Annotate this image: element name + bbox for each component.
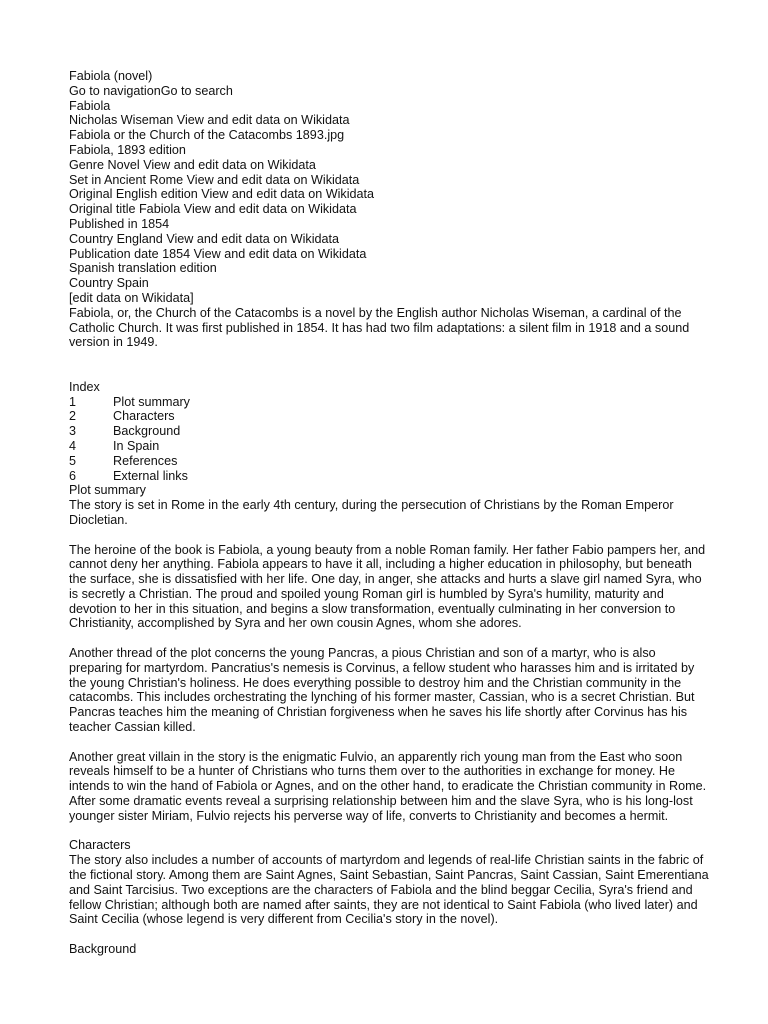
index-item-label[interactable]: References [113,453,178,468]
infobox-setting: Set in Ancient Rome View and edit data on Wikidata [69,172,360,187]
spacer [69,528,709,543]
index-item-label[interactable]: Characters [113,409,175,424]
index-item-label[interactable]: In Spain [113,438,160,453]
spacer [69,927,709,942]
infobox-original-title: Original title Fabiola View and edit data on Wikidata [69,202,357,217]
index-item-number: 2 [69,409,77,424]
index-item-label[interactable]: Plot summary [113,394,190,409]
index-item[interactable] [69,409,709,424]
index-item[interactable] [69,454,709,469]
plot-paragraph-1: The story is set in Rome in the early 4th century, during the persecution of Christians by the Roman Emperor Diocletian. [69,498,674,527]
index-item[interactable] [69,439,709,454]
index-title: Index [69,379,100,394]
index-item-number: 3 [69,424,77,439]
index-item-number: 4 [69,438,77,453]
infobox-genre: Genre Novel View and edit data on Wikidata [69,157,316,172]
plot-paragraph-4: Another great villain in the story is the enigmatic Fulvio, an apparently rich young man from the East who soon reveals himself to be a hunter of Christians who turns them over to the authorities in exchange for money. He intends to win the hand of Fabiola or Agnes, and on the other hand, to eradicate the Christian community in Rome. After some dramatic events reveal a surprising relationship between him and the slave Syra, who is his long-lost younger sister Miriam, Fulvio rejects his perverse way of life, converts to Christianity and becomes a hermit. [69,749,707,823]
spacer [69,350,709,380]
index-item-label[interactable]: External links [113,468,188,483]
index-item-number: 5 [69,453,77,468]
characters-paragraph-1: The story also includes a number of accounts of martyrdom and legends of real-life Christian saints in the fabric of the fictional story. Among them are Saint Agnes, Saint Sebastian, Saint Pancras, Saint Cassian, Saint Emerentiana and Saint Tarcisius. Two exceptions are the characters of Fabiola and the blind beggar Cecilia, Syra's friend and fellow Christian; although both are named after saints, they are not identical to Saint Fabiola (who lived later) and Saint Cecilia (whose legend is very different from Cecilia's story in the novel). [69,853,709,927]
index-item[interactable] [69,395,709,410]
plot-paragraph-2: The heroine of the book is Fabiola, a young beauty from a noble Roman family. Her father Fabio pampers her, and cannot deny her anything. Fabiola appears to have it all, including a higher education in philosophy, but beneath the surface, she is dissatisfied with her life. One day, in anger, she attacks and hurts a slave girl named Syra, who is secretly a Christian. The proud and spoiled young Roman girl is humbled by Syra's humility, maturity and devotion to her in this situation, and begins a slow transformation, eventually culminating in her conversion to Christianity, accomplished by Syra and her own cousin Agnes, whom she adores. [69,542,706,631]
navigation-links[interactable]: Go to navigationGo to search [69,83,233,98]
index-item-label[interactable]: Background [113,424,181,439]
index-item-number: 1 [69,394,77,409]
section-heading-plot-summary: Plot summary [69,483,146,498]
index-item[interactable] [69,424,709,439]
infobox-author: Nicholas Wiseman View and edit data on Wikidata [69,113,350,128]
intro-paragraph: Fabiola, or, the Church of the Catacombs is a novel by the English author Nicholas Wiseman, a cardinal of the Catholic Church. It was first published in 1854. It has had two film adaptations: a silent film in 1918 and a sound version in 1949. [69,305,690,350]
infobox-image-caption: Fabiola, 1893 edition [69,142,186,157]
section-heading-background: Background [69,942,137,957]
infobox-original-edition: Original English edition View and edit data on Wikidata [69,187,374,202]
infobox-country: Country England View and edit data on Wikidata [69,231,340,246]
document-page [69,69,709,957]
infobox-translation-country: Country Spain [69,276,149,291]
plot-paragraph-3: Another thread of the plot concerns the young Pancras, a pious Christian and son of a martyr, who is also preparing for martyrdom. Pancratius's nemesis is Corvinus, a fellow student who harasses him and is irritated by the young Christian's holiness. He does everything possible to destroy him and the Christian community in the catacombs. This includes orchestrating the lynching of his former master, Cassian, who is a secret Christian. But Pancras teaches him the meaning of Christian forgiveness when he saves his life shortly after Corvinus has his teacher Cassian killed. [69,646,695,735]
infobox-publication-date: Publication date 1854 View and edit data on Wikidata [69,246,367,261]
index-list [69,395,709,484]
infobox-image-filename: Fabiola or the Church of the Catacombs 1893.jpg [69,128,345,143]
index-item-number: 6 [69,468,77,483]
index-item[interactable] [69,469,709,484]
spacer [69,631,709,646]
infobox-published: Published in 1854 [69,216,170,231]
infobox-title: Fabiola [69,98,111,113]
infobox-edit-link[interactable]: [edit data on Wikidata] [69,290,194,305]
section-heading-characters: Characters [69,838,131,853]
spacer [69,824,709,839]
article-title: Fabiola (novel) [69,69,153,83]
infobox-translation: Spanish translation edition [69,261,217,276]
spacer [69,735,709,750]
